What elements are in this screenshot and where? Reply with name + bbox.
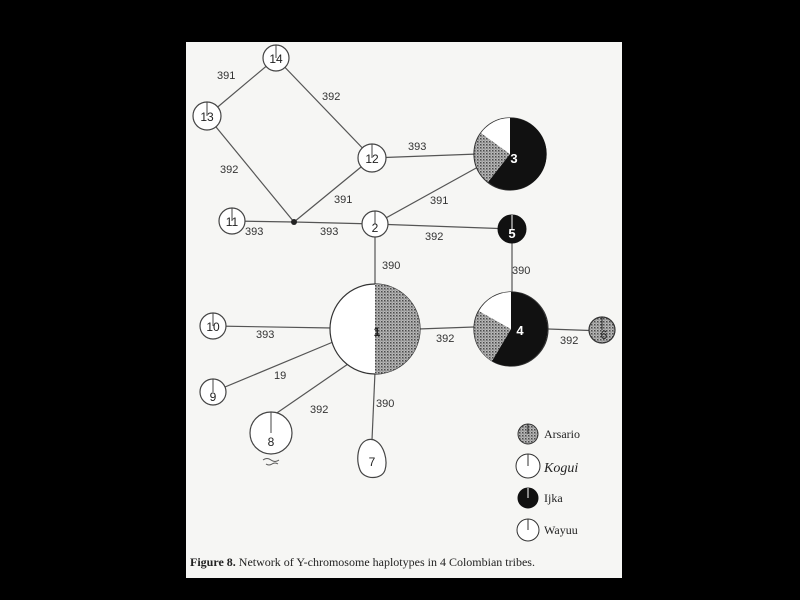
edge-label-1-7: 390 [376, 398, 395, 410]
scribble-mark [263, 459, 279, 466]
edge-12-junction [294, 158, 372, 222]
edge-label-2-5: 392 [425, 231, 444, 243]
node-11 [219, 208, 245, 234]
legend-item-wayuu [517, 519, 578, 541]
edge-label-13-junction: 392 [220, 164, 239, 176]
node-10 [200, 313, 226, 339]
legend-item-arsario [518, 424, 580, 444]
edge-2-3 [375, 167, 478, 224]
legend-item-ijka [518, 488, 563, 508]
edge-14-12 [276, 58, 372, 158]
edge-label-10-1: 393 [256, 329, 275, 341]
edge-label-14-12: 392 [322, 91, 341, 103]
legend-item-kogui [516, 454, 578, 478]
legend-label-kogui: Kogui [544, 461, 579, 476]
node-9 [200, 379, 226, 405]
node-label-7: 7 [368, 455, 376, 469]
legend-label-arsario: Arsario [544, 427, 580, 441]
figure-caption [190, 555, 620, 570]
node-5 [498, 215, 526, 243]
node-label-13: 13 [200, 110, 214, 124]
node-label-12: 12 [365, 152, 379, 166]
figure-panel [186, 42, 622, 578]
node-label-5: 5 [508, 226, 516, 241]
edge-label-2-3: 391 [430, 195, 449, 207]
figure-label: Figure 8. [190, 555, 236, 569]
node-14 [263, 45, 289, 71]
node-2 [362, 211, 388, 237]
node-6 [589, 317, 615, 343]
edge-label-12-junction: 391 [334, 194, 353, 206]
figure-caption-text: Network of Y-chromosome haplotypes in 4 Colombian tribes. [238, 555, 535, 569]
legend-label-ijka: Ijka [544, 491, 563, 505]
edge-label-14-13: 391 [217, 70, 236, 82]
node-label-3: 3 [510, 151, 518, 166]
node-label-10: 10 [206, 320, 220, 334]
node-label-2: 2 [371, 221, 379, 235]
node-8 [250, 412, 292, 465]
legend-label-wayuu: Wayuu [544, 523, 578, 537]
node-3 [474, 118, 547, 190]
median-junction [291, 219, 297, 225]
edge-label-1-4: 392 [436, 333, 455, 345]
node-label-9: 9 [209, 390, 217, 404]
node-4 [474, 292, 548, 366]
node-12 [358, 144, 386, 172]
edge-label-9-1: 19 [274, 370, 287, 382]
edge-2-5 [375, 224, 512, 229]
node-label-6: 6 [600, 328, 608, 342]
node-label-14: 14 [269, 52, 283, 66]
node-1 [330, 284, 420, 374]
legend [516, 424, 580, 541]
node-label-1: 1 [373, 325, 381, 339]
node-label-4: 4 [516, 323, 524, 338]
edge-label-5-4: 390 [512, 265, 531, 277]
edge-1-4 [418, 327, 474, 329]
edge-1-7 [372, 372, 375, 440]
edge-label-12-3: 393 [408, 141, 427, 153]
edge-label-4-6: 392 [560, 335, 579, 347]
node-label-8: 8 [267, 435, 275, 449]
edge-12-3 [372, 154, 478, 158]
edge-9-1 [213, 342, 333, 392]
node-label-11: 11 [225, 215, 239, 229]
edge-label-8-1: 392 [310, 404, 329, 416]
haplotype-network-diagram [186, 42, 622, 578]
edge-label-junction-2: 393 [320, 226, 339, 238]
edge-label-11-junction: 393 [245, 226, 264, 238]
edge-10-1 [213, 326, 332, 328]
edge-label-2-1: 390 [382, 260, 401, 272]
node-7 [358, 439, 386, 477]
node-13 [193, 102, 221, 130]
